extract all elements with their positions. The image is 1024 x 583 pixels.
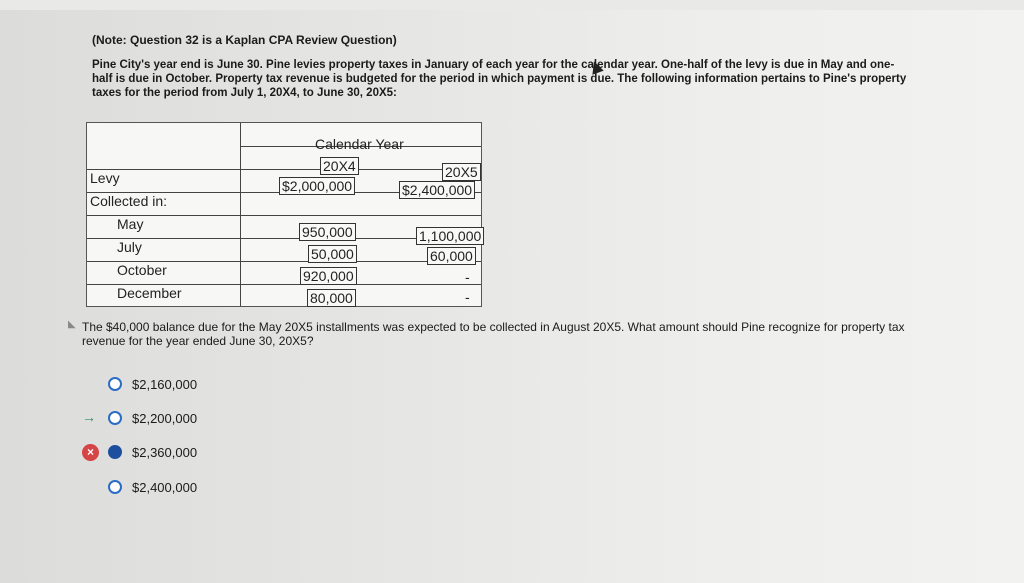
calendar-year-header: Calendar Year	[315, 136, 404, 152]
radio-icon[interactable]	[108, 480, 122, 494]
screen-top-edge	[0, 0, 1024, 10]
levy-label: Levy	[90, 170, 120, 186]
choice-b[interactable]	[108, 408, 197, 428]
collected-in-label: Collected in:	[90, 193, 168, 209]
choice-label: $2,160,000	[132, 376, 198, 392]
row-label: October	[117, 262, 167, 278]
row-20x5-value: -	[465, 289, 470, 305]
question-text: The $40,000 balance due for the May 20X5 installments was expected to be collected in August 20X5. What amount should Pine recognize for property tax revenue for the year ended June 30, 20X5?	[82, 320, 905, 348]
radio-icon[interactable]	[108, 377, 122, 391]
row-20x4-value: 920,000	[300, 267, 357, 285]
choice-label: $2,400,000	[132, 479, 198, 495]
table-divider	[87, 169, 481, 170]
row-label: July	[117, 239, 142, 255]
table-divider	[87, 215, 481, 216]
levy-20x5-value: $2,400,000	[399, 181, 475, 199]
choice-a[interactable]	[108, 374, 197, 394]
choice-label: $2,360,000	[132, 444, 198, 460]
row-20x4-value: 80,000	[307, 289, 356, 307]
choice-c-selected[interactable]	[108, 442, 197, 462]
row-20x4-value: 50,000	[308, 245, 357, 263]
year-20x5-header: 20X5	[442, 163, 481, 181]
radio-icon[interactable]	[108, 411, 122, 425]
correct-answer-arrow-icon: →	[82, 409, 96, 425]
row-20x5-value: 60,000	[427, 247, 476, 265]
row-label: May	[117, 216, 144, 232]
row-20x5-value: 1,100,000	[416, 227, 484, 245]
wrong-answer-icon: ×	[82, 444, 99, 461]
choice-d[interactable]	[108, 477, 197, 497]
question-paragraph: Pine City's year end is June 30. Pine levies property taxes in January of each year for the calendar year. One-half of the levy is due in May and one-half is due in October. Property tax revenue is budgeted for the period in which payment is due. The following information pertains to Pine's property taxes for the period from July 1, 20X4, to June 30, 20X5:	[92, 59, 907, 99]
property-tax-table	[86, 122, 482, 307]
radio-selected-icon[interactable]	[108, 445, 122, 459]
levy-20x4-value: $2,000,000	[279, 177, 355, 195]
corner-mark-icon: ◣	[68, 319, 76, 330]
year-20x4-header: 20X4	[320, 157, 359, 175]
row-label: December	[117, 285, 182, 301]
choice-label: $2,200,000	[132, 410, 198, 426]
row-20x4-value: 950,000	[299, 223, 356, 241]
question-note: (Note: Question 32 is a Kaplan CPA Review Question)	[92, 33, 397, 47]
row-20x5-value: -	[465, 269, 470, 285]
